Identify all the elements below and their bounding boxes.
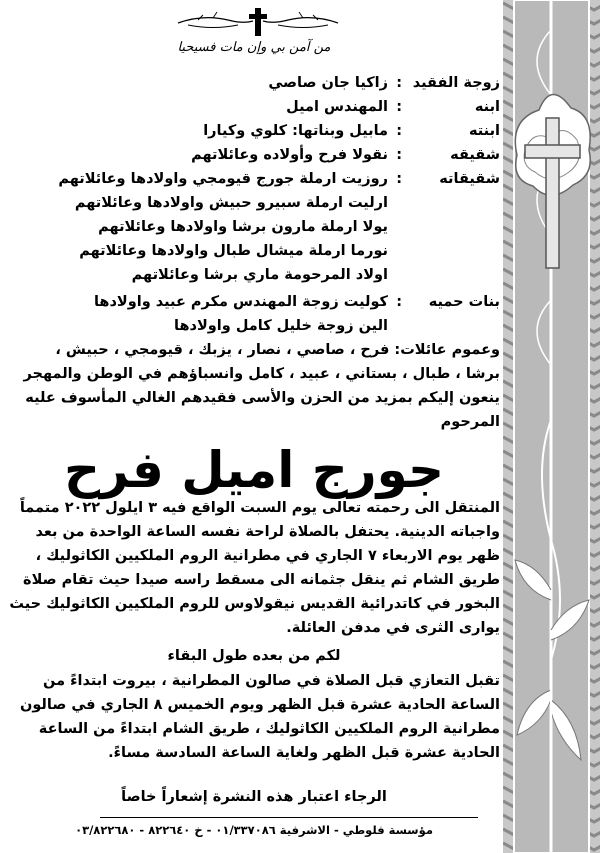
relation-value: نقولا فرح وأولاده وعائلاتهم [191, 147, 388, 163]
relation-value: المهندس اميل [286, 99, 388, 115]
body-line: البخور في كاتدرائية القديس نيقولاوس للروم الملكيين الكاثوليك حيث [9, 596, 500, 612]
relation-label: بنات حميه [428, 294, 500, 310]
relation-value: كوليت زوجة المهندس مكرم عبيد واولادها [93, 294, 388, 310]
sister-line: يولا ارملة مارون برشا واولادها وعائلاتهم [98, 219, 388, 235]
relation-label: شقيقاته [439, 171, 500, 187]
private-notice: الرجاء اعتبار هذه النشرة إشعاراً خاصاً [121, 789, 387, 805]
body-line: طريق الشام ثم ينقل جثمانه الى مسقط راسه صيدا حيث تقام صلاة [23, 572, 500, 588]
relation-label: ابنته [468, 123, 500, 139]
condolence-line: تقبل التعازي قبل الصلاة في صالون المطرانية ، بيروت ابتداءً من [43, 673, 500, 689]
body-line: ظهر يوم الاربعاء ٧ الجاري في مطرانية الروم الملكيين الكاثوليك ، [35, 548, 500, 564]
footer-divider [100, 817, 478, 818]
condolence-line: الحادية عشرة قبل الظهر ولغاية الساعة السادسة مساءً. [108, 745, 500, 761]
printer-footer: مؤسسة فلوطي - الاشرفية ٠١/٣٣٧٠٨٦ - خ ٨٢٢٦٤٠ - ٠٣/٨٢٢٦٨٠ [75, 823, 433, 837]
bible-verse: من آمن بي وإن مات فسيحيا [177, 40, 331, 55]
relation-value: مابيل وبناتها: كلوي وكيارا [203, 123, 388, 139]
relation-value: روزيت ارملة جورج قيومجي واولادها وعائلاتهم [58, 171, 388, 187]
body-line: المنتقل الى رحمته تعالى يوم السبت الواقع فيه ٣ ايلول ٢٠٢٢ متمماً [19, 500, 500, 516]
condolence-heading: لكم من بعده طول البقاء [167, 648, 341, 664]
body-line: واجباته الدينية. يحتفل بالصلاة لراحة نفسه الساعة الواحدة من بعد [35, 524, 500, 540]
relation-label: زوجة الفقيد [412, 75, 500, 91]
sister-line: اولاد المرحومة ماري برشا وعائلاتهم [131, 267, 388, 283]
condolence-line: مطرانية الروم الملكيين الكاثوليك ، طريق الشام ابتداءً من الساعة [38, 721, 500, 737]
relation-label: ابنه [474, 99, 500, 115]
decorative-side-border [503, 0, 600, 853]
deceased-name: جورج اميل فرح [63, 441, 445, 499]
families-line: برشا ، طبال ، بستاني ، عبيد ، كامل وانسباؤهم في الوطن والمهجر [23, 366, 500, 382]
niece-line: الين زوجة خليل كامل واولادها [174, 318, 388, 334]
relation-value: زاكيا جان صاصي [268, 75, 388, 91]
condolence-line: الساعة الحادية عشرة قبل الظهر ويوم الخميس ٨ الجاري في صالون [19, 697, 500, 713]
sister-line: نورما ارملة ميشال طبال واولادها وعائلاتهم [79, 243, 388, 259]
relation-label: شقيقه [450, 147, 500, 163]
cross-ornament-icon [158, 6, 358, 38]
families-line: وعموم عائلات: فرح ، صاصي ، نصار ، يزبك ، قيومجي ، حبيش ، [55, 342, 500, 358]
families-line: ينعون إليكم بمزيد من الحزن والأسى فقيدهم الغالي المأسوف عليه [25, 390, 500, 406]
families-line: المرحوم [440, 414, 500, 430]
sister-line: ارليت ارملة سبيرو حبيش واولادها وعائلاتهم [74, 195, 388, 211]
body-line: يوارى الثرى في مدفن العائلة. [286, 620, 500, 636]
obituary-content: من آمن بي وإن مات فسيحيا زوجة الفقيد : زاكيا جان صاصي ابنه : المهندس اميل ابنته : مابيل وبناتها: كلوي وكيارا شقيقه : نقولا فرح وأولاده وعائلاتهم شقيقاته : روزيت ارملة جورج قيومجي واولادها وعائلاتهم ارليت ارملة سبيرو حبيش واولادها وعائلاتهم يولا ارملة مارون برشا واولادها وعائلاتهم نورما ارملة ميشال طبال واولادها وعائلاتهم اولاد المرحومة ماري برشا وعائلاتهم بنات حميه : كوليت زوجة المهندس مكرم عبيد واولادها الين زوجة خليل كامل واولادها وعموم عائلات: فرح ، صاصي ، نصار ، يزبك ، قيومجي ، حبيش ، برشا ، طبال ، بستاني ، عبيد ، كامل وانسباؤهم في الوطن والمهجر ينعون إليكم بمزيد من الحزن والأسى فقيدهم الغالي المأسوف عليه المرحوم جورج اميل فرح المنتقل الى رحمته تعالى يوم السبت الواقع فيه ٣ ايلول ٢٠٢٢ متمماً واجباته الدينية. يحتفل بالصلاة لراحة نفسه الساعة الواحدة من بعد ظهر يوم الاربعاء ٧ الجاري في مطرانية الروم الملكيين الكاثوليك ، طريق الشام ثم ينقل جثمانه الى مسقط راسه صيدا حيث تقام صلاة البخور في كاتدرائية القديس نيقولاوس للروم الملكيين الكاثوليك حيث يوارى الثرى في مدفن العائلة. لكم من بعده طول البقاء تقبل التعازي قبل الصلاة في صالون المطرانية ، بيروت ابتداءً من الساعة الحادية عشرة قبل الظهر ويوم الخميس ٨ الجاري في صالون مطرانية الروم الملكيين الكاثوليك ، طريق الشام ابتداءً من الساعة الحادية عشرة قبل الظهر ولغاية الساعة السادسة مساءً. الرجاء اعتبار هذه النشرة إشعاراً خاصاً مؤسسة فلوطي - الاشرفية ٠١/٣٣٧٠٨٦ - خ ٨٢٢٦٤٠ - ٠٣/٨٢٢٦٨٠ [8, 0, 500, 853]
